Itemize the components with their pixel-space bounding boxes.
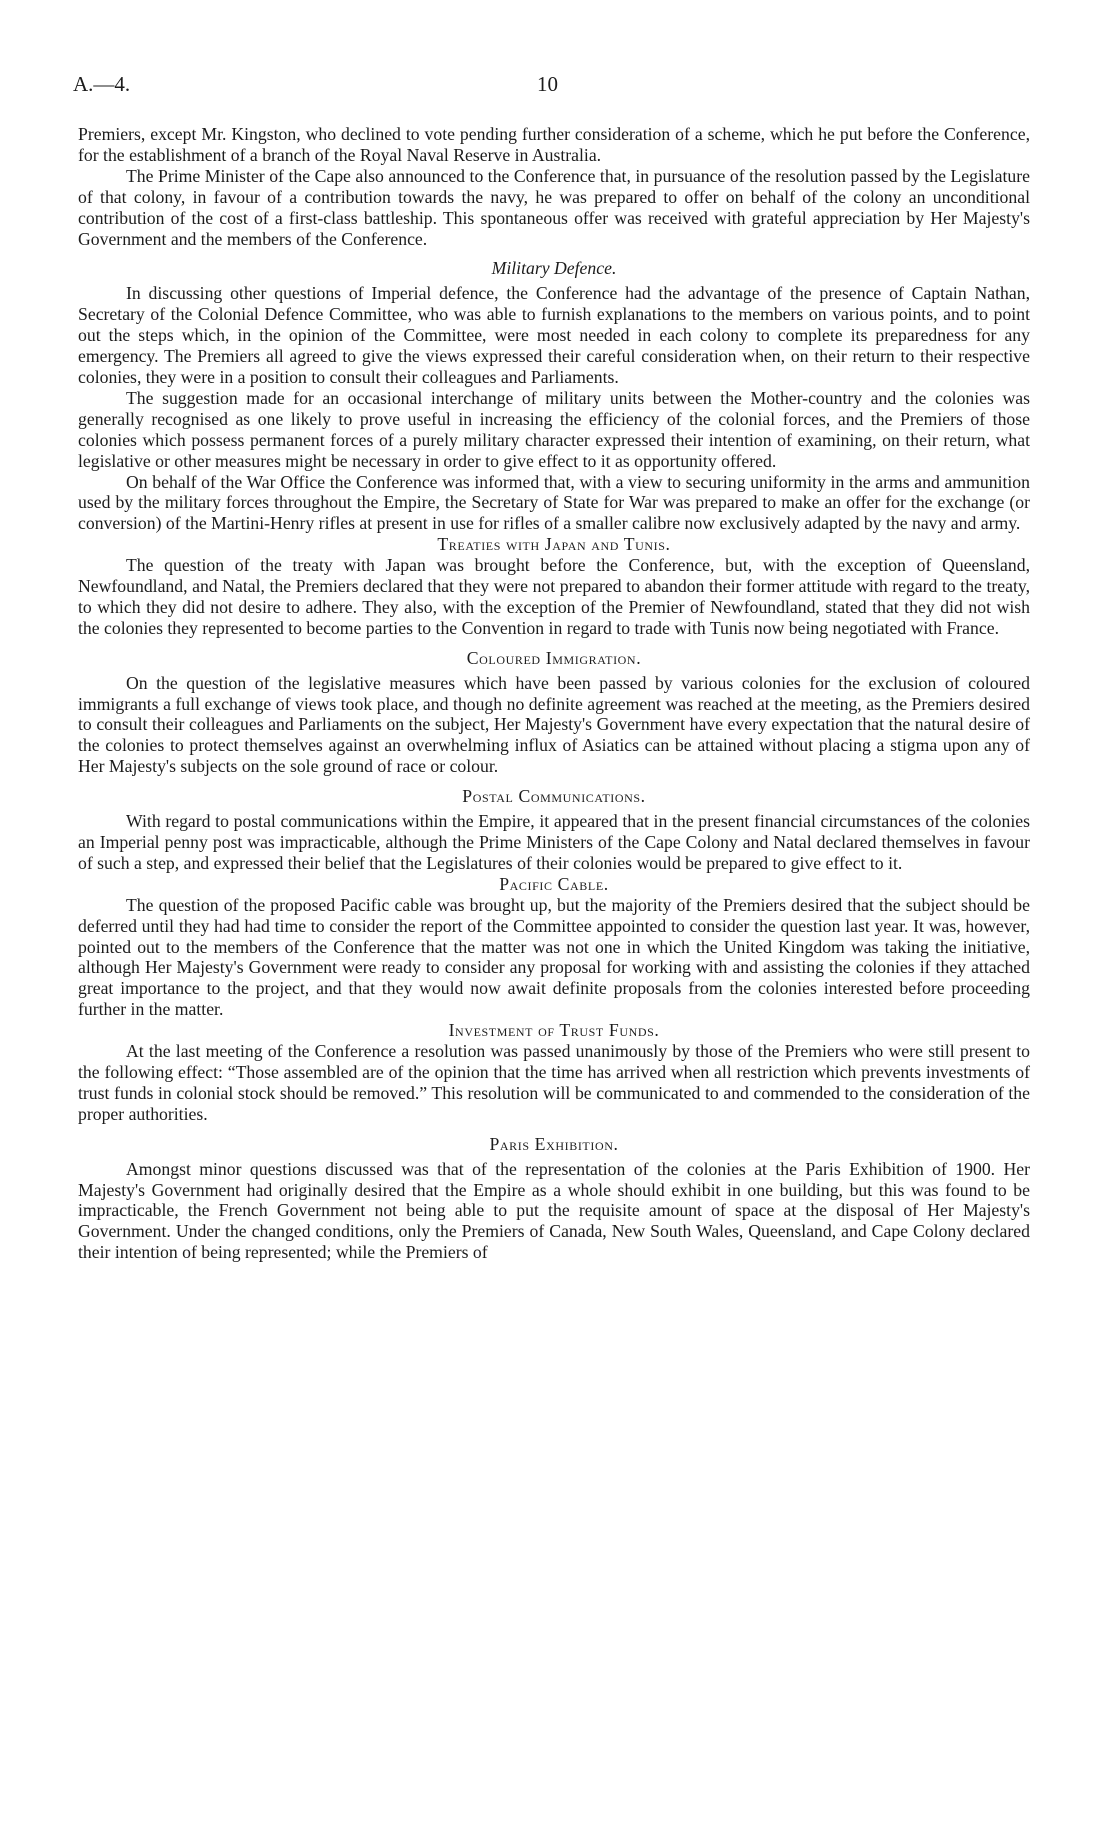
document-reference: A.—4. (73, 72, 131, 96)
paragraph: The suggestion made for an occasional interchange of military units between the Mother-country and the colonies was generally recognised as one likely to prove useful in increasing the efficiency of the colonial forces, and the Premiers of those colonies which possess permanent forces of a purely military character expressed their intention of examining, on their return, what legislative or other measures might be necessary in order to give effect to it as opportunity offered. (78, 387, 1030, 471)
paragraph: On behalf of the War Office the Conference was informed that, with a view to securing uniformity in the arms and ammunition used by the military forces throughout the Empire, the Secretary of State for War was prepared to make an offer for the exchange (or conversion) of the Martini-Henry rifles at present in use for rifles of a smaller calibre now exclusively adapted by the navy and army. (78, 471, 1030, 534)
paragraph: Amongst minor questions discussed was that of the representation of the colonies at the Paris Exhibition of 1900. Her Majesty's Government had originally desired that the Empire as a whole should exhibit in one building, but this was found to be impracticable, the French Government not being able to put the requisite amount of space at the disposal of Her Majesty's Government. Under the changed conditions, only the Premiers of Canada, New South Wales, Queensland, and Cape Colony declared their intention of being represented; while the Premiers of (78, 1158, 1030, 1263)
paragraph: The Prime Minister of the Cape also announced to the Conference that, in pursuance of the resolution passed by the Legislature of that colony, in favour of a contribution towards the navy, he was prepared to offer on behalf of the colony an unconditional contribution of the cost of a first-class battleship. This spontaneous offer was received with grateful appreciation by Her Majesty's Government and the members of the Conference. (78, 165, 1030, 249)
section-heading: Pacific Cable. (499, 873, 609, 894)
section-heading: Military Defence. (491, 258, 617, 279)
section-heading: Paris Exhibition. (489, 1133, 619, 1154)
section-heading: Treaties with Japan and Tunis. (437, 534, 671, 555)
paragraph: In discussing other questions of Imperial defence, the Conference had the advantage of the presence of Captain Nathan, Secretary of the Colonial Defence Committee, who was able to furnish explanations to the members on various points, and to point out the steps which, in the opinion of the Committee, were most needed in each colony to complete its preparedness for any emergency. The Premiers all agreed to give the views expressed their careful consideration when, on their return to their respective colonies, they were in a position to consult their colleagues and Parliaments. (78, 283, 1030, 387)
paragraph: On the question of the legislative measures which have been passed by various colonies for the exclusion of coloured immigrants a full exchange of views took place, and though no definite agreement was reached at the meeting, as the Premiers desired to consult their colleagues and Parliaments on the subject, Her Majesty's Government have every expectation that the natural desire of the colonies to protect themselves against an overwhelming influx of Asiatics can be attained without placing a stigma upon any of Her Majesty's subjects on the sole ground of race or colour. (78, 672, 1030, 777)
paragraph: At the last meeting of the Conference a resolution was passed unanimously by those of the Premiers who were still present to the following effect: “Those assembled are of the opinion that the time has arrived when all restriction which prevents investments of trust funds in colonial stock should be removed.” This resolution will be communicated to and commended to the consideration of the proper authorities. (78, 1041, 1030, 1124)
section-heading: Coloured Immigration. (466, 647, 642, 668)
paragraph: Premiers, except Mr. Kingston, who declined to vote pending further consideration of a scheme, which he put before the Conference, for the establishment of a branch of the Royal Naval Reserve in Australia. (78, 124, 1030, 165)
paragraph: The question of the proposed Pacific cable was brought up, but the majority of the Premiers desired that the subject should be deferred until they had had time to consider the report of the Committee appointed to consider the question last year. It was, however, pointed out to the members of the Conference that the matter was not one in which the United Kingdom was taking the initiative, although Her Majesty's Government were ready to consider any proposal for working with and assisting the colonies if they attached great importance to the project, and that they would now await definite proposals from the colonies interested before proceeding further in the matter. (78, 894, 1030, 1020)
page-number: 10 (537, 72, 558, 96)
document-body (78, 124, 1030, 1263)
section-heading: Postal Communications. (462, 786, 646, 807)
section-heading: Investment of Trust Funds. (448, 1020, 660, 1041)
paragraph: The question of the treaty with Japan was brought before the Conference, but, with the exception of Queensland, Newfoundland, and Natal, the Premiers declared that they were not prepared to abandon their former attitude with regard to the treaty, to which they did not desire to adhere. They also, with the exception of the Premier of Newfoundland, stated that they did not wish the colonies they represented to become parties to the Convention in regard to trade with Tunis now being negotiated with France. (78, 555, 1030, 638)
paragraph: With regard to postal communications within the Empire, it appeared that in the present financial circumstances of the colonies an Imperial penny post was impracticable, although the Prime Ministers of the Cape Colony and Natal declared themselves in favour of such a step, and expressed their belief that the Legislatures of their colonies would be prepared to give effect to it. (78, 811, 1030, 873)
